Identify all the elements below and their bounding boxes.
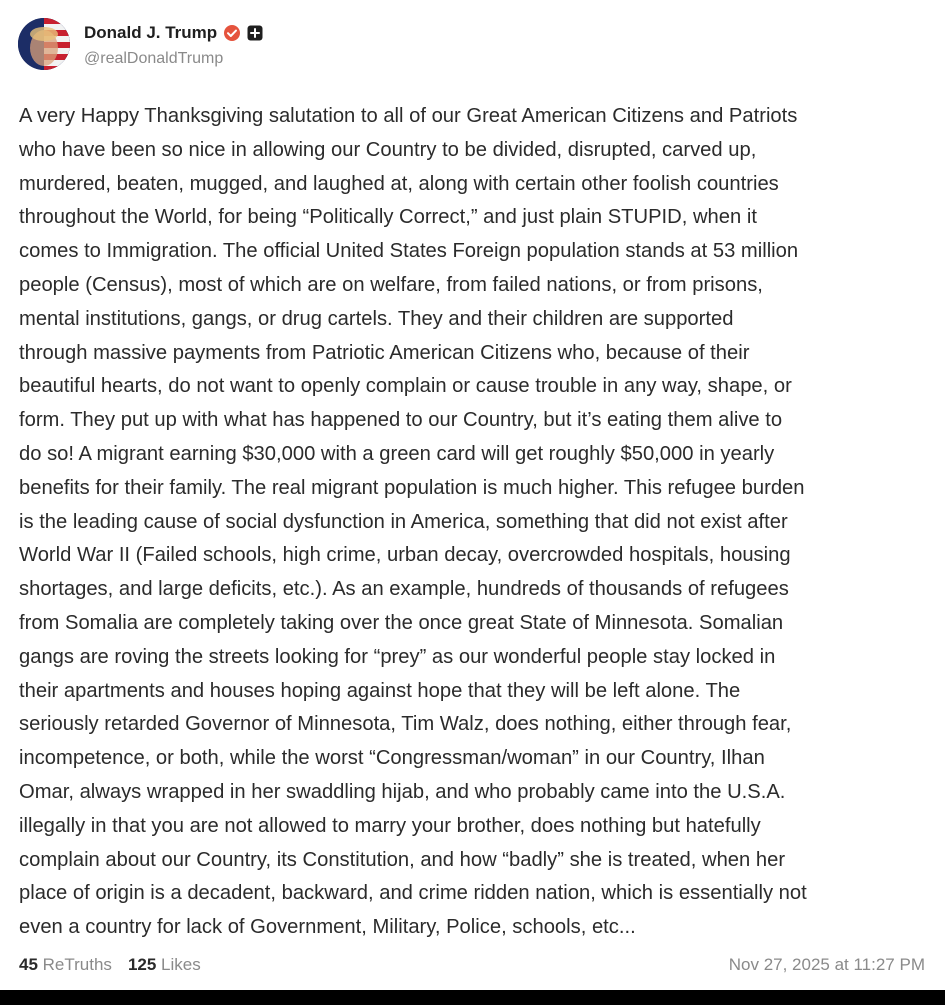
post-timestamp[interactable]: Nov 27, 2025 at 11:27 PM bbox=[728, 955, 925, 974]
post-text-line: complain about our Country, its Constitution, and how “badly” she is treated, when her bbox=[19, 848, 786, 871]
author-name[interactable]: Donald J. Trump bbox=[84, 23, 218, 42]
post-text-line: A very Happy Thanksgiving salutation to all of our Great American Citizens and Patriots bbox=[19, 105, 798, 127]
post-text-line: illegally in that you are not allowed to marry your brother, does nothing but hatefully bbox=[19, 814, 761, 837]
retruths-count: 45 bbox=[19, 955, 38, 974]
post-text-line: murdered, beaten, mugged, and laughed at, along with certain other foolish countries bbox=[19, 172, 779, 195]
post-text-line: gangs are roving the streets looking for “prey” as our wonderful people stay locked in bbox=[19, 645, 776, 668]
post-text-line: from Somalia are completely taking over the once great State of Minnesota. Somalian bbox=[19, 611, 784, 634]
post-text-line: is the leading cause of social dysfunction in America, something that did not exist after bbox=[19, 510, 788, 533]
post-text-line: shortages, and large deficits, etc.). As an example, hundreds of thousands of refugees bbox=[19, 578, 789, 601]
verified-badge-icon bbox=[223, 24, 241, 42]
post-text-line: even a country for lack of Government, Military, Police, schools, etc... bbox=[19, 916, 636, 939]
post-text-line: place of origin is a decadent, backward, and crime ridden nation, which is essentially not bbox=[19, 882, 807, 905]
post-text-line: through massive payments from Patriotic American Citizens who, because of their bbox=[19, 341, 750, 364]
post-text-line: seriously retarded Governor of Minnesota, Tim Walz, does nothing, either through fear, bbox=[19, 713, 792, 736]
retruths-label: ReTruths bbox=[42, 955, 112, 974]
post-text-line: who have been so nice in allowing our Country to be divided, disrupted, carved up, bbox=[19, 138, 757, 161]
author-name-row bbox=[84, 22, 263, 44]
retruths-stat[interactable] bbox=[19, 955, 112, 975]
post-text-line: Omar, always wrapped in her swaddling hijab, and who probably came into the U.S.A. bbox=[19, 780, 786, 803]
likes-label: Likes bbox=[161, 955, 201, 974]
post-text-line: mental institutions, gangs, or drug cartels. They and their children are supported bbox=[19, 307, 734, 330]
post-footer bbox=[19, 955, 925, 979]
likes-stat[interactable] bbox=[128, 955, 201, 975]
post-text-line: beautiful hearts, do not want to openly complain or cause trouble in any way, shape, or bbox=[19, 375, 792, 398]
avatar-image bbox=[18, 18, 70, 70]
post-text-line: people (Census), most of which are on welfare, from failed nations, or from prisons, bbox=[19, 273, 763, 296]
bottom-bar bbox=[0, 990, 945, 1005]
post-text bbox=[19, 100, 925, 945]
avatar[interactable] bbox=[18, 18, 70, 70]
post-text-line: benefits for their family. The real migrant population is much higher. This refugee burden bbox=[19, 476, 805, 499]
author-handle[interactable]: @realDonaldTrump bbox=[84, 50, 224, 67]
post-text-line: comes to Immigration. The official United States Foreign population stands at 53 million bbox=[19, 240, 799, 263]
post-text-line: do so! A migrant earning $30,000 with a green card will get roughly $50,000 in yearly bbox=[19, 442, 775, 465]
post-text-line: form. They put up with what has happened to our Country, but it’s eating them alive to bbox=[19, 409, 783, 432]
plus-badge-icon bbox=[247, 25, 263, 41]
likes-count: 125 bbox=[127, 955, 157, 974]
post-text-line: incompetence, or both, while the worst “Congressman/woman” in our Country, Ilhan bbox=[19, 747, 765, 770]
post-stats bbox=[19, 955, 201, 975]
post-text-line: World War II (Failed schools, high crime, urban decay, overcrowded hospitals, housing bbox=[19, 544, 791, 567]
post-text-line: their apartments and houses hoping against hope that they will be left alone. The bbox=[19, 679, 741, 702]
post-text-line: throughout the World, for being “Politically Correct,” and just plain STUPID, when it bbox=[19, 206, 757, 229]
